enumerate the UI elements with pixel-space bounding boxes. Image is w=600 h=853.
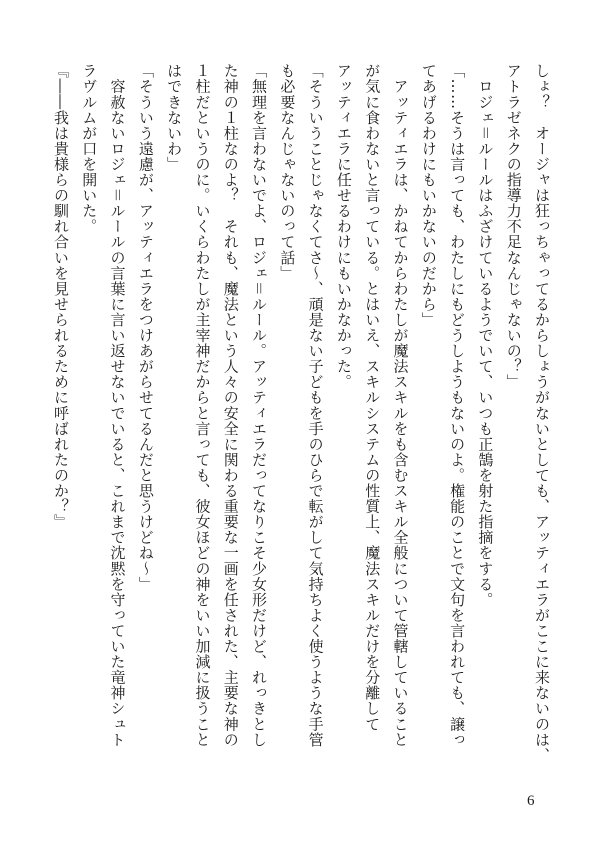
text-line-12: た神の１柱なのよ？ それも、魔法という人々の安全に関わる重要な一画を任された、主要な神の xyxy=(221,63,240,748)
vertical-text-body xyxy=(47,63,556,793)
text-line-1: しょ？ オージャは狂っちゃってるからしょうがないとしても、アッティエラがここに来ないのは、 xyxy=(533,63,551,763)
text-line-18: 『――我は貴様らの馴れ合いを見せられるために呼ばれたのか？』 xyxy=(51,63,70,530)
text-line-17: ラヴルムが口を開いた。 xyxy=(80,63,99,235)
text-line-7: が気に食わないと言っている。とはいえ、スキルシステムの性質上、魔法スキルだけを分離して xyxy=(363,63,382,732)
text-line-6: アッティエラは、かねてからわたしが魔法スキルをも含むスキル全般について管轄していること xyxy=(391,63,410,748)
text-line-14: はできないわ」 xyxy=(165,63,184,172)
page-number: 6 xyxy=(527,793,535,809)
text-line-11: 「無理を言わないでよ、ロジェ＝ルール。アッティエラだってなりこそ少女形だけど、れっきとし xyxy=(250,63,269,748)
text-line-15: 「そういう遠慮が、アッティエラをつけあがらせてるんだと思うけどね～」 xyxy=(136,63,155,592)
text-line-13: １柱だというのに。いくらわたしが主宰神だからと言っても、彼女ほどの神をいい加減に扱うこと xyxy=(193,63,212,748)
text-line-9: 「そういうことじゃなくてさ～、頑是ない子どもを手のひらで転がして気持ちよく使うような手管 xyxy=(306,63,325,748)
text-line-16: 容赦ないロジェ＝ルールの言葉に言い返せないでいると、これまで沈黙を守っていた竜神シュト xyxy=(108,63,127,748)
text-line-5: てあげるわけにもいかないのだから」 xyxy=(419,63,438,328)
text-line-4: 「……そうは言っても、わたしにもどうしようもないのよ。権能のことで文句を言われても、譲っ xyxy=(448,63,467,748)
text-line-3: ロジェ＝ルールはふざけているようでいて、いつも正鵠を射た指摘をする。 xyxy=(476,63,495,608)
text-line-8: アッティエラに任せるわけにもいかなかった。 xyxy=(334,63,353,390)
text-line-10: も必要なんじゃないのって話」 xyxy=(278,63,297,281)
text-line-2: アトラゼネクの指導力不足なんじゃないの？」 xyxy=(504,63,523,390)
